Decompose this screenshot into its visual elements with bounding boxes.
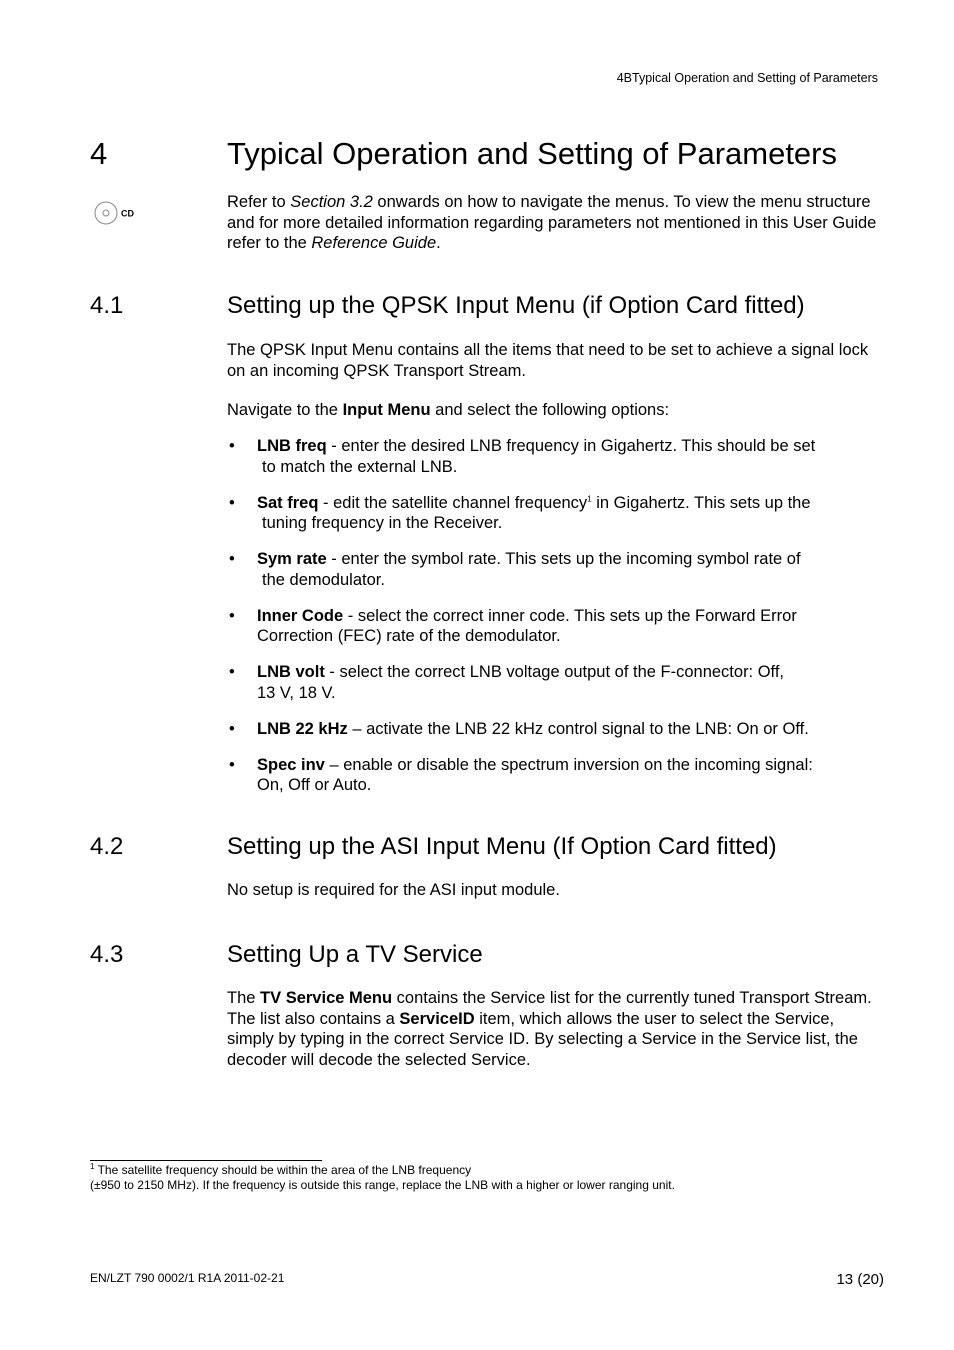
- section-4-1-navigate: Navigate to the Input Menu and select the following options:: [227, 401, 670, 419]
- cd-icon: [94, 200, 138, 226]
- list-item: • Sat freq - edit the satellite channel frequency$^1$ in Gigahertz. This sets up the tuning frequency in the Receiver.: [229, 493, 811, 532]
- section-title-4-3: Setting Up a TV Service: [227, 941, 483, 968]
- list-item: • Sym rate - enter the symbol rate. This sets up the incoming symbol rate of the demodulator.: [229, 550, 801, 589]
- footnote-divider: [90, 1160, 322, 1161]
- section-4-1-intro: The QPSK Input Menu contains all the items that need to be set to achieve a signal lock on an incoming QPSK Transport Stream.: [227, 341, 869, 380]
- running-header: 4BTypical Operation and Setting of Parameters: [616, 71, 878, 85]
- options-list: [227, 436, 887, 811]
- section-number-4-3: 4.3: [90, 941, 124, 968]
- footnote: $^1$ The satellite frequency should be within the area of the LNB frequency (±950 to 2150 MHz). If the frequency is outside this range, replace the LNB with a higher or lower ranging unit.: [90, 1162, 675, 1192]
- list-item: • LNB freq - enter the desired LNB frequency in Gigahertz. This should be set to match the external LNB.: [229, 437, 816, 476]
- footnote-ref: 1: [587, 494, 592, 503]
- chapter-title: Typical Operation and Setting of Parameters: [227, 136, 837, 171]
- section-title-4-2: Setting up the ASI Input Menu (If Option Card fitted): [227, 833, 777, 860]
- list-item: • Spec inv – enable or disable the spectrum inversion on the incoming signal: On, Off or Auto.: [229, 755, 813, 794]
- list-item: • LNB 22 kHz – activate the LNB 22 kHz control signal to the LNB: On or Off.: [229, 719, 809, 738]
- section-number-4-1: 4.1: [90, 292, 124, 319]
- section-4-2-text: No setup is required for the ASI input module.: [227, 881, 560, 899]
- section-4-3-text: The TV Service Menu contains the Service list for the currently tuned Transport Stream. The list also contains a ServiceID item, which allows the user to select the Service, simply by typing in the correct Service ID. By selecting a Service in the Service list, the decoder will decode the selected Service.: [227, 989, 872, 1069]
- footer-date: 2011-02-21: [223, 1271, 285, 1285]
- page-number: 13 (20): [836, 1271, 884, 1288]
- list-item: • Inner Code - select the correct inner code. This sets up the Forward Error Correction (FEC) rate of the demodulator.: [229, 606, 797, 645]
- chapter-intro: Refer to Section 3.2 onwards on how to navigate the menus. To view the menu structure and for more detailed information regarding parameters not mentioned in this User Guide refer to the Reference Guide.: [227, 193, 877, 252]
- section-number-4-2: 4.2: [90, 833, 124, 860]
- chapter-number: 4: [90, 136, 108, 171]
- footer-doc-id: EN/LZT 790 0002/1 R1A 2011-02-21: [90, 1271, 285, 1285]
- section-title-4-1: Setting up the QPSK Input Menu (if Option Card fitted): [227, 292, 805, 319]
- cd-icon-label: CD: [121, 208, 134, 219]
- list-item: • LNB volt - select the correct LNB voltage output of the F-connector: Off, 13 V, 18 V.: [229, 663, 785, 702]
